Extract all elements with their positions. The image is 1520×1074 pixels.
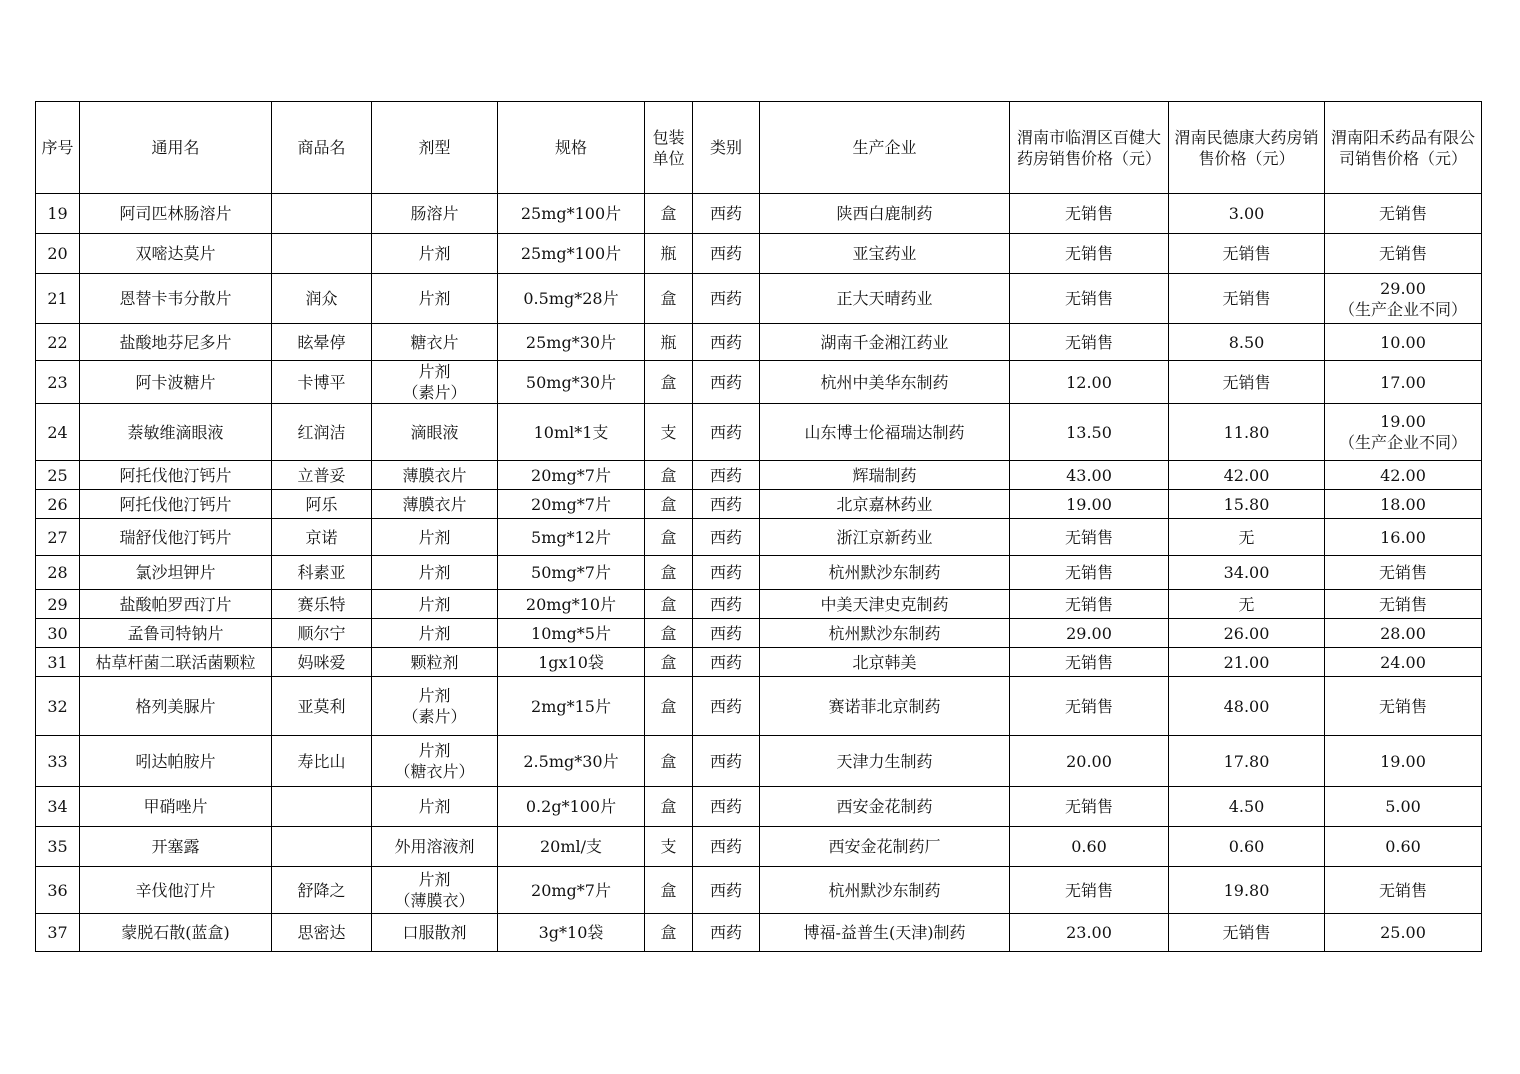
cell-package-unit: 支 (645, 404, 693, 461)
cell-price-baijian: 0.60 (1010, 827, 1169, 867)
cell-dosage-form: 片剂 （薄膜衣） (372, 867, 498, 914)
cell-price-baijian: 无销售 (1010, 234, 1169, 274)
cell-price-baijian: 无销售 (1010, 194, 1169, 234)
cell-seq: 36 (36, 867, 80, 914)
cell-package-unit: 支 (645, 827, 693, 867)
cell-seq: 21 (36, 274, 80, 324)
cell-package-unit: 瓶 (645, 324, 693, 361)
cell-price-mindekang: 无销售 (1169, 274, 1325, 324)
cell-price-yanghe: 无销售 (1325, 867, 1482, 914)
cell-brand-name (272, 787, 372, 827)
cell-brand-name (272, 194, 372, 234)
header-price-mindekang: 渭南民德康大药房销售价格（元） (1169, 102, 1325, 194)
cell-generic-name: 阿托伐他汀钙片 (80, 461, 272, 490)
header-dosage-form: 剂型 (372, 102, 498, 194)
cell-dosage-form: 片剂 （素片） (372, 361, 498, 404)
table-row (36, 619, 1482, 648)
cell-generic-name: 孟鲁司特钠片 (80, 619, 272, 648)
cell-category: 西药 (693, 736, 760, 787)
cell-dosage-form: 薄膜衣片 (372, 461, 498, 490)
cell-manufacturer: 杭州中美华东制药 (760, 361, 1010, 404)
cell-generic-name: 阿卡波糖片 (80, 361, 272, 404)
drug-price-table (35, 101, 1482, 952)
cell-package-unit: 盒 (645, 648, 693, 677)
cell-category: 西药 (693, 867, 760, 914)
table-row (36, 361, 1482, 404)
cell-price-mindekang: 19.80 (1169, 867, 1325, 914)
cell-brand-name: 赛乐特 (272, 590, 372, 619)
cell-spec: 20mg*10片 (498, 590, 645, 619)
cell-seq: 28 (36, 556, 80, 590)
cell-price-mindekang: 无销售 (1169, 361, 1325, 404)
cell-generic-name: 阿托伐他汀钙片 (80, 490, 272, 519)
cell-price-mindekang: 3.00 (1169, 194, 1325, 234)
cell-category: 西药 (693, 787, 760, 827)
cell-dosage-form: 片剂 (372, 590, 498, 619)
table-row (36, 274, 1482, 324)
cell-generic-name: 枯草杆菌二联活菌颗粒 (80, 648, 272, 677)
cell-category: 西药 (693, 677, 760, 736)
header-row (36, 102, 1482, 194)
table-row (36, 404, 1482, 461)
cell-spec: 25mg*100片 (498, 194, 645, 234)
cell-package-unit: 盒 (645, 490, 693, 519)
cell-price-baijian: 无销售 (1010, 867, 1169, 914)
cell-price-mindekang: 15.80 (1169, 490, 1325, 519)
cell-spec: 20mg*7片 (498, 461, 645, 490)
cell-manufacturer: 浙江京新药业 (760, 519, 1010, 556)
cell-seq: 37 (36, 914, 80, 952)
cell-spec: 20mg*7片 (498, 490, 645, 519)
header-manufacturer: 生产企业 (760, 102, 1010, 194)
cell-brand-name: 思密达 (272, 914, 372, 952)
cell-manufacturer: 杭州默沙东制药 (760, 556, 1010, 590)
cell-brand-name: 寿比山 (272, 736, 372, 787)
cell-seq: 32 (36, 677, 80, 736)
table-row (36, 490, 1482, 519)
cell-package-unit: 盒 (645, 619, 693, 648)
cell-price-mindekang: 无 (1169, 519, 1325, 556)
cell-price-mindekang: 4.50 (1169, 787, 1325, 827)
cell-manufacturer: 西安金花制药 (760, 787, 1010, 827)
cell-package-unit: 盒 (645, 461, 693, 490)
cell-spec: 0.2g*100片 (498, 787, 645, 827)
cell-price-baijian: 43.00 (1010, 461, 1169, 490)
cell-price-baijian: 20.00 (1010, 736, 1169, 787)
cell-price-yanghe: 0.60 (1325, 827, 1482, 867)
header-brand-name: 商品名 (272, 102, 372, 194)
table-row (36, 736, 1482, 787)
cell-manufacturer: 杭州默沙东制药 (760, 867, 1010, 914)
cell-manufacturer: 博福-益普生(天津)制药 (760, 914, 1010, 952)
cell-dosage-form: 片剂 (372, 556, 498, 590)
cell-manufacturer: 杭州默沙东制药 (760, 619, 1010, 648)
cell-manufacturer: 正大天晴药业 (760, 274, 1010, 324)
cell-brand-name: 立普妥 (272, 461, 372, 490)
cell-price-mindekang: 无 (1169, 590, 1325, 619)
cell-price-baijian: 19.00 (1010, 490, 1169, 519)
cell-generic-name: 恩替卡韦分散片 (80, 274, 272, 324)
cell-brand-name: 京诺 (272, 519, 372, 556)
cell-seq: 25 (36, 461, 80, 490)
cell-price-mindekang: 34.00 (1169, 556, 1325, 590)
cell-category: 西药 (693, 404, 760, 461)
cell-spec: 25mg*30片 (498, 324, 645, 361)
cell-price-baijian: 无销售 (1010, 519, 1169, 556)
cell-price-yanghe: 18.00 (1325, 490, 1482, 519)
table-row (36, 194, 1482, 234)
cell-brand-name: 卡博平 (272, 361, 372, 404)
table-row (36, 827, 1482, 867)
cell-spec: 1gx10袋 (498, 648, 645, 677)
cell-price-yanghe: 17.00 (1325, 361, 1482, 404)
cell-generic-name: 蒙脱石散(蓝盒) (80, 914, 272, 952)
cell-brand-name: 眩晕停 (272, 324, 372, 361)
cell-price-mindekang: 21.00 (1169, 648, 1325, 677)
cell-price-mindekang: 0.60 (1169, 827, 1325, 867)
cell-category: 西药 (693, 827, 760, 867)
header-package-unit: 包装单位 (645, 102, 693, 194)
cell-brand-name: 红润洁 (272, 404, 372, 461)
cell-manufacturer: 辉瑞制药 (760, 461, 1010, 490)
cell-category: 西药 (693, 194, 760, 234)
cell-generic-name: 阿司匹林肠溶片 (80, 194, 272, 234)
cell-category: 西药 (693, 590, 760, 619)
cell-spec: 10ml*1支 (498, 404, 645, 461)
cell-seq: 23 (36, 361, 80, 404)
cell-package-unit: 盒 (645, 274, 693, 324)
cell-spec: 3g*10袋 (498, 914, 645, 952)
cell-dosage-form: 片剂 （糖衣片） (372, 736, 498, 787)
cell-category: 西药 (693, 490, 760, 519)
cell-spec: 50mg*30片 (498, 361, 645, 404)
cell-generic-name: 辛伐他汀片 (80, 867, 272, 914)
table-row (36, 867, 1482, 914)
cell-price-yanghe: 29.00 （生产企业不同） (1325, 274, 1482, 324)
cell-price-yanghe: 无销售 (1325, 234, 1482, 274)
cell-price-yanghe: 无销售 (1325, 677, 1482, 736)
cell-category: 西药 (693, 234, 760, 274)
cell-spec: 20ml/支 (498, 827, 645, 867)
table-row (36, 914, 1482, 952)
cell-seq: 22 (36, 324, 80, 361)
cell-spec: 2.5mg*30片 (498, 736, 645, 787)
cell-package-unit: 盒 (645, 736, 693, 787)
cell-category: 西药 (693, 519, 760, 556)
cell-price-baijian: 无销售 (1010, 556, 1169, 590)
header-price-baijian: 渭南市临渭区百健大药房销售价格（元） (1010, 102, 1169, 194)
cell-price-yanghe: 5.00 (1325, 787, 1482, 827)
cell-price-baijian: 无销售 (1010, 274, 1169, 324)
cell-package-unit: 盒 (645, 361, 693, 404)
cell-generic-name: 盐酸帕罗西汀片 (80, 590, 272, 619)
cell-generic-name: 甲硝唑片 (80, 787, 272, 827)
cell-generic-name: 格列美脲片 (80, 677, 272, 736)
cell-spec: 50mg*7片 (498, 556, 645, 590)
table-row (36, 677, 1482, 736)
cell-price-yanghe: 25.00 (1325, 914, 1482, 952)
cell-price-yanghe: 无销售 (1325, 194, 1482, 234)
cell-dosage-form: 薄膜衣片 (372, 490, 498, 519)
cell-manufacturer: 亚宝药业 (760, 234, 1010, 274)
cell-price-baijian: 无销售 (1010, 787, 1169, 827)
table-row (36, 590, 1482, 619)
cell-price-yanghe: 16.00 (1325, 519, 1482, 556)
cell-seq: 33 (36, 736, 80, 787)
cell-price-baijian: 12.00 (1010, 361, 1169, 404)
cell-price-baijian: 无销售 (1010, 648, 1169, 677)
table-row (36, 787, 1482, 827)
cell-dosage-form: 片剂 (372, 787, 498, 827)
cell-package-unit: 盒 (645, 519, 693, 556)
cell-spec: 2mg*15片 (498, 677, 645, 736)
header-generic-name: 通用名 (80, 102, 272, 194)
cell-generic-name: 盐酸地芬尼多片 (80, 324, 272, 361)
cell-price-mindekang: 17.80 (1169, 736, 1325, 787)
cell-dosage-form: 片剂 （素片） (372, 677, 498, 736)
cell-package-unit: 盒 (645, 677, 693, 736)
cell-dosage-form: 片剂 (372, 519, 498, 556)
table-row (36, 648, 1482, 677)
cell-manufacturer: 山东博士伦福瑞达制药 (760, 404, 1010, 461)
cell-generic-name: 开塞露 (80, 827, 272, 867)
cell-dosage-form: 片剂 (372, 234, 498, 274)
cell-dosage-form: 糖衣片 (372, 324, 498, 361)
cell-seq: 26 (36, 490, 80, 519)
cell-manufacturer: 西安金花制药厂 (760, 827, 1010, 867)
cell-spec: 25mg*100片 (498, 234, 645, 274)
cell-price-yanghe: 19.00 (1325, 736, 1482, 787)
cell-dosage-form: 滴眼液 (372, 404, 498, 461)
cell-manufacturer: 天津力生制药 (760, 736, 1010, 787)
cell-generic-name: 双嘧达莫片 (80, 234, 272, 274)
cell-price-yanghe: 19.00 （生产企业不同） (1325, 404, 1482, 461)
cell-category: 西药 (693, 914, 760, 952)
cell-manufacturer: 陕西白鹿制药 (760, 194, 1010, 234)
cell-generic-name: 吲达帕胺片 (80, 736, 272, 787)
cell-manufacturer: 赛诺菲北京制药 (760, 677, 1010, 736)
table-row (36, 519, 1482, 556)
cell-price-yanghe: 10.00 (1325, 324, 1482, 361)
cell-brand-name: 舒降之 (272, 867, 372, 914)
cell-dosage-form: 外用溶液剂 (372, 827, 498, 867)
cell-brand-name (272, 827, 372, 867)
cell-dosage-form: 口服散剂 (372, 914, 498, 952)
cell-price-yanghe: 28.00 (1325, 619, 1482, 648)
cell-price-mindekang: 48.00 (1169, 677, 1325, 736)
header-price-yanghe: 渭南阳禾药品有限公司销售价格（元） (1325, 102, 1482, 194)
cell-package-unit: 盒 (645, 867, 693, 914)
cell-seq: 31 (36, 648, 80, 677)
header-seq: 序号 (36, 102, 80, 194)
cell-seq: 35 (36, 827, 80, 867)
cell-category: 西药 (693, 324, 760, 361)
cell-price-mindekang: 8.50 (1169, 324, 1325, 361)
cell-price-baijian: 无销售 (1010, 590, 1169, 619)
cell-dosage-form: 肠溶片 (372, 194, 498, 234)
cell-package-unit: 盒 (645, 590, 693, 619)
cell-manufacturer: 中美天津史克制药 (760, 590, 1010, 619)
cell-price-mindekang: 26.00 (1169, 619, 1325, 648)
header-category: 类别 (693, 102, 760, 194)
cell-price-yanghe: 无销售 (1325, 556, 1482, 590)
cell-category: 西药 (693, 648, 760, 677)
cell-seq: 19 (36, 194, 80, 234)
cell-price-yanghe: 42.00 (1325, 461, 1482, 490)
cell-price-yanghe: 无销售 (1325, 590, 1482, 619)
cell-price-baijian: 23.00 (1010, 914, 1169, 952)
cell-spec: 10mg*5片 (498, 619, 645, 648)
cell-spec: 0.5mg*28片 (498, 274, 645, 324)
cell-spec: 5mg*12片 (498, 519, 645, 556)
cell-spec: 20mg*7片 (498, 867, 645, 914)
cell-price-baijian: 29.00 (1010, 619, 1169, 648)
cell-package-unit: 瓶 (645, 234, 693, 274)
cell-price-mindekang: 11.80 (1169, 404, 1325, 461)
cell-brand-name (272, 234, 372, 274)
cell-price-baijian: 无销售 (1010, 324, 1169, 361)
table-row (36, 556, 1482, 590)
table-row (36, 461, 1482, 490)
table-row (36, 324, 1482, 361)
cell-package-unit: 盒 (645, 787, 693, 827)
cell-seq: 27 (36, 519, 80, 556)
cell-brand-name: 润众 (272, 274, 372, 324)
cell-dosage-form: 片剂 (372, 619, 498, 648)
cell-brand-name: 亚莫利 (272, 677, 372, 736)
cell-dosage-form: 颗粒剂 (372, 648, 498, 677)
cell-brand-name: 妈咪爱 (272, 648, 372, 677)
cell-seq: 29 (36, 590, 80, 619)
cell-category: 西药 (693, 274, 760, 324)
cell-price-mindekang: 无销售 (1169, 234, 1325, 274)
table-row (36, 234, 1482, 274)
cell-seq: 34 (36, 787, 80, 827)
cell-category: 西药 (693, 461, 760, 490)
cell-price-baijian: 无销售 (1010, 677, 1169, 736)
header-spec: 规格 (498, 102, 645, 194)
cell-category: 西药 (693, 361, 760, 404)
cell-package-unit: 盒 (645, 194, 693, 234)
cell-package-unit: 盒 (645, 556, 693, 590)
cell-brand-name: 科素亚 (272, 556, 372, 590)
cell-price-mindekang: 42.00 (1169, 461, 1325, 490)
cell-manufacturer: 北京嘉林药业 (760, 490, 1010, 519)
cell-category: 西药 (693, 556, 760, 590)
cell-seq: 30 (36, 619, 80, 648)
cell-price-yanghe: 24.00 (1325, 648, 1482, 677)
cell-price-mindekang: 无销售 (1169, 914, 1325, 952)
cell-generic-name: 萘敏维滴眼液 (80, 404, 272, 461)
table-body (36, 194, 1482, 952)
cell-brand-name: 阿乐 (272, 490, 372, 519)
cell-manufacturer: 湖南千金湘江药业 (760, 324, 1010, 361)
cell-generic-name: 瑞舒伐他汀钙片 (80, 519, 272, 556)
cell-seq: 24 (36, 404, 80, 461)
cell-dosage-form: 片剂 (372, 274, 498, 324)
cell-package-unit: 盒 (645, 914, 693, 952)
cell-category: 西药 (693, 619, 760, 648)
cell-price-baijian: 13.50 (1010, 404, 1169, 461)
cell-manufacturer: 北京韩美 (760, 648, 1010, 677)
cell-seq: 20 (36, 234, 80, 274)
cell-generic-name: 氯沙坦钾片 (80, 556, 272, 590)
cell-brand-name: 顺尔宁 (272, 619, 372, 648)
